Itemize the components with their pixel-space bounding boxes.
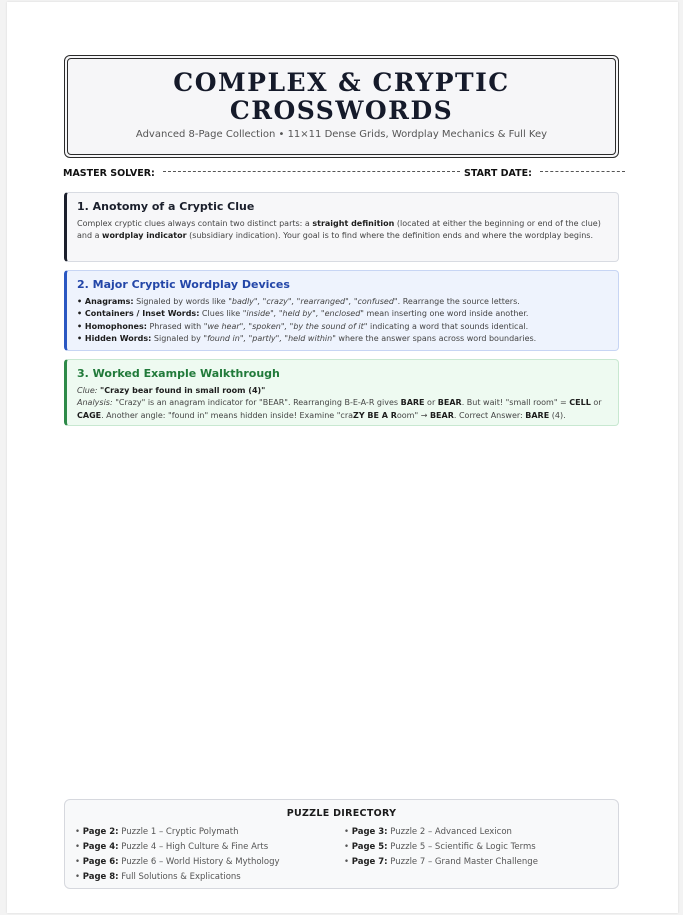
device-text: mean inserting one word inside another. [363,309,529,319]
section-example-title: 3. Worked Example Walkthrough [77,367,280,380]
puzzle-directory [64,799,619,889]
clue-label: Clue: [77,386,98,395]
master-solver-field [63,168,460,179]
device-label: Containers / Inset Words: [84,309,200,319]
analysis-bold: BARE [525,410,550,420]
device-text: Signaled by [151,334,204,344]
device-item-anagrams [77,296,608,308]
directory-page-label: Page 6: [82,857,119,867]
directory-page-label: Page 4: [82,842,119,852]
directory-item-page-6[interactable]: • Page 6: Puzzle 6 – World History & Mythology [75,857,280,867]
directory-page-label: Page 2: [82,827,119,837]
section-anatomy [64,192,619,262]
device-examples: "inside", "held by", "enclosed" [242,309,364,319]
anatomy-bold-definition: straight definition [312,219,395,228]
directory-item-page-3[interactable]: • Page 3: Puzzle 2 – Advanced Lexicon [344,827,512,837]
bullet: • [77,297,85,306]
section-anatomy-text [77,218,608,243]
start-date-line[interactable] [540,171,625,172]
directory-page-desc: Puzzle 2 – Advanced Lexicon [390,827,512,837]
anatomy-text-c: (subsidiary indication). Your goal is to find where the definition ends and where the wordplay begins. [186,231,593,241]
anatomy-text-a: Complex cryptic clues always contain two distinct parts: a [77,219,313,228]
section-worked-example [64,359,619,426]
directory-item-page-7[interactable]: • Page 7: Puzzle 7 – Grand Master Challenge [344,857,538,867]
directory-page-desc: Puzzle 1 – Cryptic Polymath [121,827,239,837]
solver-fields [63,168,620,184]
page [7,2,678,913]
directory-item-page-5[interactable]: • Page 5: Puzzle 5 – Scientific & Logic Terms [344,842,536,852]
anatomy-text-b: (located at either the beginning or end of the clue) and a [77,219,601,241]
analysis-bold: CAGE [77,410,102,420]
bullet: • [77,321,85,331]
device-text: Signaled by words like [133,297,229,306]
analysis-text: oom" → [396,410,430,420]
example-clue [77,385,608,397]
analysis-bold: ZY BE A R [353,410,397,420]
device-examples: "found in", "partly", "held within" [203,334,336,344]
title-line-1: COMPLEX & CRYPTIC [173,68,510,97]
bullet: • [77,309,85,319]
directory-page-label: Page 7: [351,857,388,867]
directory-page-desc: Puzzle 7 – Grand Master Challenge [390,857,538,867]
analysis-text: . Another angle: "found in" means hidden inside! Examine "cra [101,410,354,420]
page-subtitle: Advanced 8-Page Collection • 11×11 Dense Grids, Wordplay Mechanics & Full Key [135,129,548,140]
analysis-label: Analysis: [77,398,113,408]
anatomy-bold-indicator: wordplay indicator [102,231,187,241]
analysis-text: or [424,398,438,408]
directory-item-page-2[interactable]: • Page 2: Puzzle 1 – Cryptic Polymath [75,827,239,837]
device-item-containers [77,308,608,320]
title-box [64,55,619,158]
example-analysis [77,397,608,422]
analysis-text: (4). [549,410,566,420]
analysis-text: or [590,398,602,408]
analysis-bold: BARE [400,398,425,408]
section-anatomy-title: 1. Anotomy of a Cryptic Clue [77,200,255,213]
device-label: Anagrams: [84,297,134,306]
device-text: Clues like [199,309,243,319]
device-item-hidden-words [77,333,608,345]
clue-text: "Crazy bear found in small room (4)" [100,386,266,395]
section-wordplay-devices [64,270,619,351]
directory-page-desc: Puzzle 6 – World History & Mythology [121,857,280,867]
master-solver-line[interactable] [163,171,460,172]
directory-page-desc: Full Solutions & Explications [121,872,241,882]
analysis-bold: BEAR [429,410,454,420]
device-label: Homophones: [84,321,147,331]
analysis-text: . But wait! "small room" = [461,398,570,408]
bullet: • [77,334,85,344]
directory-page-label: Page 5: [351,842,388,852]
device-label: Hidden Words: [84,334,152,344]
page-title [65,69,618,125]
analysis-bold: BEAR [437,398,462,408]
directory-page-desc: Puzzle 4 – High Culture & Fine Arts [121,842,269,852]
analysis-bold: CELL [569,398,591,408]
device-text: where the answer spans across word boundaries. [335,334,537,344]
start-date-label: START DATE: [464,168,532,179]
device-examples: "we hear", "spoken", "by the sound of it" [203,321,368,331]
device-text: . Rearrange the source letters. [397,297,520,306]
directory-page-label: Page 8: [82,872,119,882]
analysis-text: . Correct Answer: [453,410,526,420]
directory-title: PUZZLE DIRECTORY [286,808,397,819]
directory-page-desc: Puzzle 5 – Scientific & Logic Terms [390,842,536,852]
directory-item-page-8[interactable]: • Page 8: Full Solutions & Explications [75,872,241,882]
directory-page-label: Page 3: [351,827,388,837]
device-text: Phrased with [146,321,204,331]
section-devices-title: 2. Major Cryptic Wordplay Devices [77,278,290,291]
device-examples: "badly", "crazy", "rearranged", "confused" [228,297,398,306]
analysis-text: "Crazy" is an anagram indicator for "BEAR". Rearranging B-E-A-R gives [112,398,401,408]
device-item-homophones [77,321,608,333]
master-solver-label: MASTER SOLVER: [63,168,155,179]
device-text: indicating a word that sounds identical. [367,321,529,331]
start-date-field [464,168,625,179]
title-line-2: CROSSWORDS [229,96,454,125]
directory-item-page-4[interactable]: • Page 4: Puzzle 4 – High Culture & Fine Arts [75,842,269,852]
